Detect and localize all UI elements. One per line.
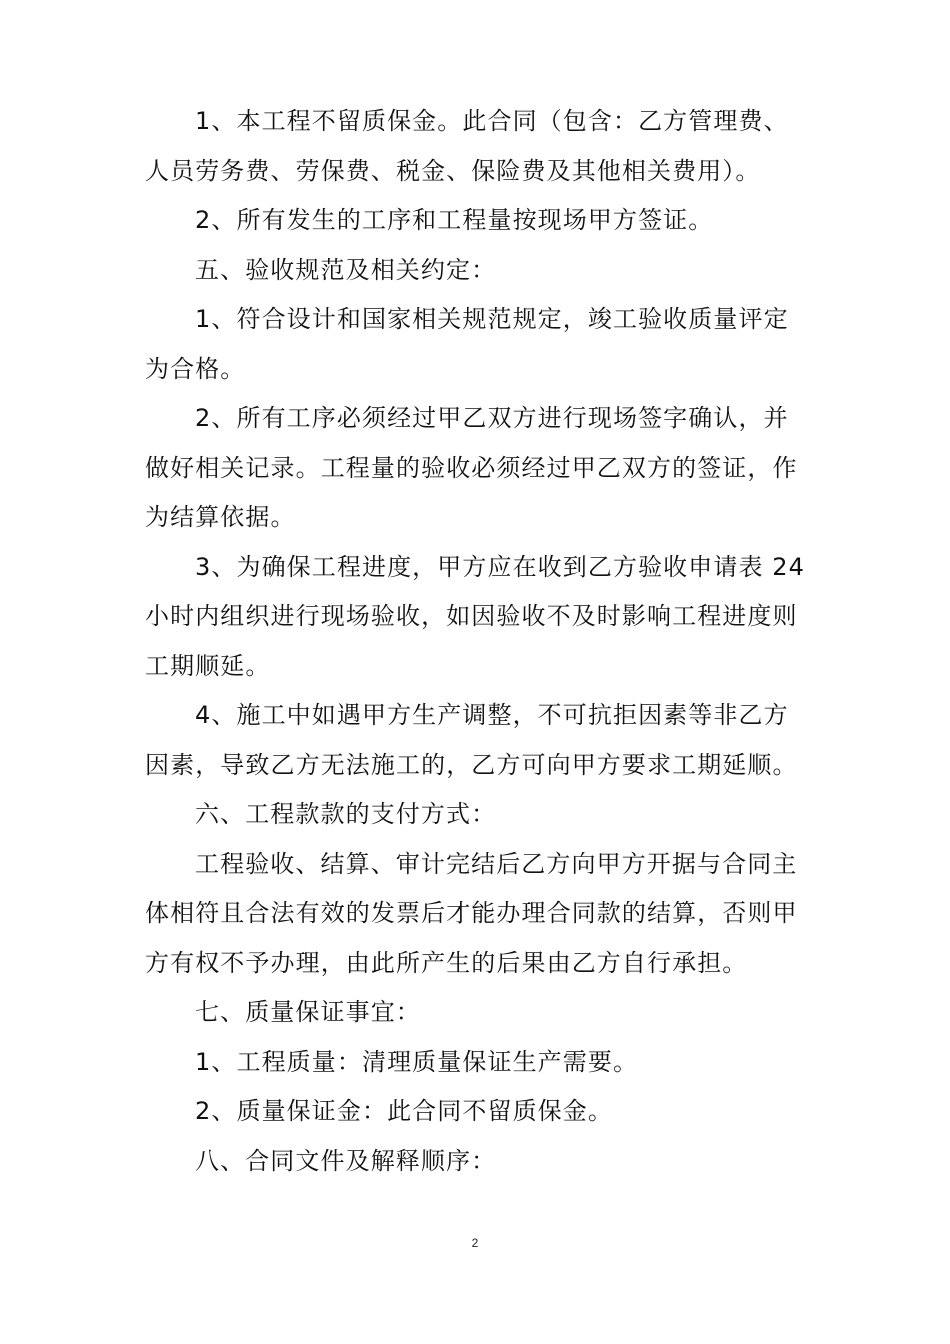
paragraph-p6 <box>145 543 810 692</box>
text-line: 工程验收、结算、审计完结后乙方向甲方开据与合同主 <box>195 849 798 878</box>
text-line: 人员劳务费、劳保费、税金、保险费及其他相关费用）。 <box>145 156 761 185</box>
paragraph-p12 <box>145 1087 810 1137</box>
paragraph-p11 <box>145 1038 810 1088</box>
text-line: 做好相关记录。工程量的验收必须经过甲乙双方的签证，作 <box>145 453 798 482</box>
paragraph-p7 <box>145 691 810 790</box>
text-line: 工期顺延。 <box>145 651 271 680</box>
text-line: 2、所有工序必须经过甲乙双方进行现场签字确认，并 <box>195 404 789 432</box>
text-line: 1、本工程不留质保金。此合同（包含：乙方管理费、 <box>195 107 789 135</box>
text-line: 2、所有发生的工序和工程量按现场甲方签证。 <box>195 206 714 234</box>
paragraph-p2 <box>145 196 810 246</box>
text-line: 八、合同文件及解释顺序： <box>195 1146 497 1175</box>
text-line: 1、符合设计和国家相关规范规定，竣工验收质量评定 <box>195 305 789 333</box>
paragraph-p5 <box>145 394 810 543</box>
document-body <box>145 97 810 1186</box>
text-line: 为结算依据。 <box>145 503 296 531</box>
text-line: 体相符且合法有效的发票后才能办理合同款的结算，否则甲 <box>145 899 798 927</box>
text-line: 七、质量保证事宜： <box>195 998 421 1026</box>
paragraph-p4 <box>145 295 810 394</box>
paragraph-p9 <box>145 840 810 989</box>
text-line: 3、为确保工程进度，甲方应在收到乙方验收申请表 24 <box>195 552 806 581</box>
section-heading-contract-documents <box>145 1137 810 1187</box>
page-number: 2 <box>471 1236 479 1250</box>
text-line: 2、质量保证金：此合同不留质保金。 <box>195 1097 613 1125</box>
text-line: 1、工程质量：清理质量保证生产需要。 <box>195 1047 639 1076</box>
paragraph-p1 <box>145 97 810 196</box>
text-line: 五、验收规范及相关约定： <box>195 255 497 284</box>
section-heading-payment <box>145 790 810 840</box>
text-line: 因素，导致乙方无法施工的，乙方可向甲方要求工期延顺。 <box>145 750 798 779</box>
text-line: 小时内组织进行现场验收，如因验收不及时影响工程进度则 <box>145 602 798 630</box>
text-line: 六、工程款款的支付方式： <box>195 800 497 828</box>
section-heading-quality <box>145 988 810 1038</box>
text-line: 方有权不予办理，由此所产生的后果由乙方自行承担。 <box>145 948 748 977</box>
text-line: 4、施工中如遇甲方生产调整，不可抗拒因素等非乙方 <box>195 701 789 729</box>
text-line: 为合格。 <box>145 354 246 383</box>
section-heading-acceptance <box>145 246 810 296</box>
